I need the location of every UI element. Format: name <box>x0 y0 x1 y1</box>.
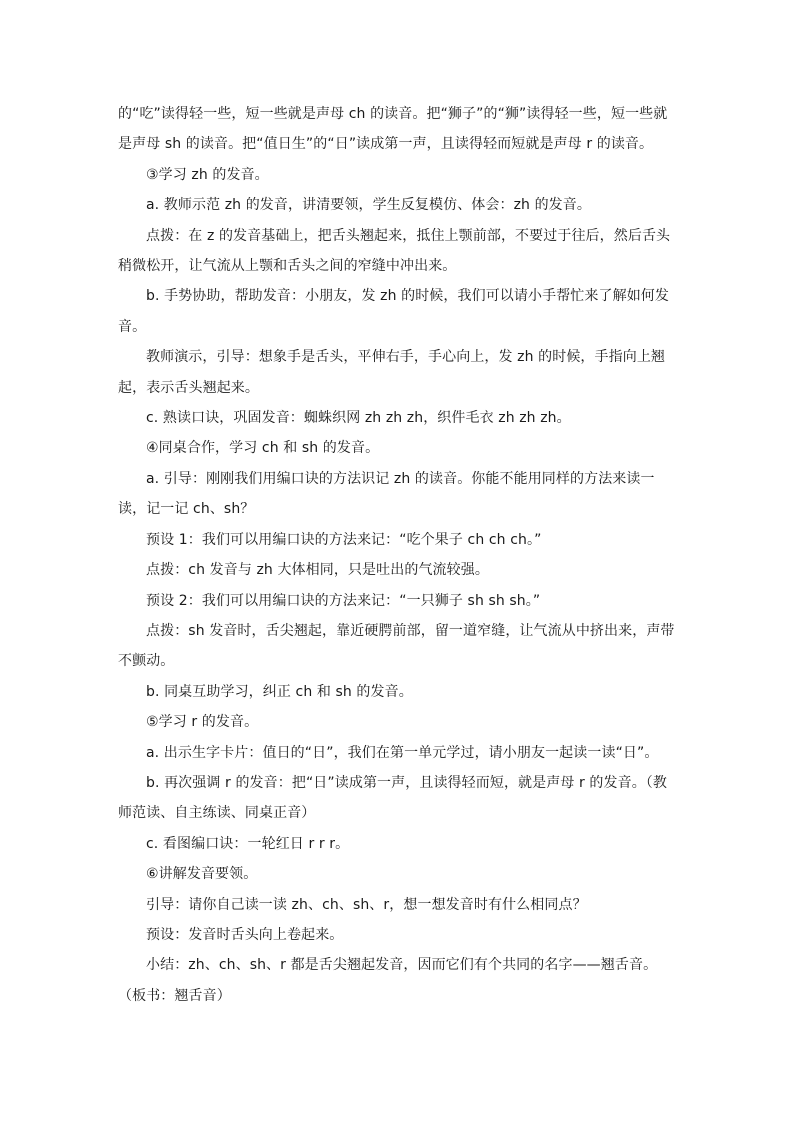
section-heading: ④同桌合作，学习 ch 和 sh 的发音。 <box>146 440 380 457</box>
paragraph: c. 熟读口诀，巩固发音：蜘蛛织网 zh zh zh，织件毛衣 zh zh zh。 <box>146 410 571 427</box>
section-heading: ③学习 zh 的发音。 <box>146 166 269 183</box>
section-heading: ⑤学习 r 的发音。 <box>146 714 259 731</box>
document-body <box>118 99 678 1011</box>
section-heading: ⑥讲解发音要领。 <box>146 866 258 883</box>
paragraph: 预设 2：我们可以用编口诀的方法来记：“一只狮子 sh sh sh。” <box>146 592 541 609</box>
paragraph: 小结：zh、ch、sh、r 都是舌尖翘起发音，因而它们有个共同的名字——翘舌音。（板书：翘舌音） <box>118 957 658 1004</box>
paragraph: 教师演示，引导：想象手是舌头，平伸右手，手心向上，发 zh 的时候，手指向上翘起，表示舌头翘起来。 <box>118 349 666 396</box>
paragraph: b. 同桌互助学习，纠正 ch 和 sh 的发音。 <box>146 683 413 700</box>
paragraph: b. 手势协助，帮助发音：小朋友，发 zh 的时候，我们可以请小手帮忙来了解如何发音。 <box>118 288 670 335</box>
paragraph: 点拨：在 z 的发音基础上，把舌头翘起来，抵住上颚前部，不要过于往后，然后舌头稍微松开，让气流从上颚和舌头之间的窄缝中冲出来。 <box>118 227 671 275</box>
paragraph: 的“吃”读得轻一些，短一些就是声母 ch 的读音。把“狮子”的“狮”读得轻一些，短一些就是声母 sh 的读音。把“值日生”的“日”读成第一声，且读得轻而短就是声母 r 的读音。 <box>118 106 668 153</box>
paragraph: a. 引导：刚刚我们用编口诀的方法识记 zh 的读音。你能不能用同样的方法来读一读，记一记 ch、sh？ <box>118 470 655 518</box>
paragraph: 预设：发音时舌头向上卷起来。 <box>146 926 344 943</box>
paragraph: 点拨：ch 发音与 zh 大体相同，只是吐出的气流较强。 <box>146 562 489 579</box>
paragraph: b. 再次强调 r 的发音：把“日”读成第一声，且读得轻而短，就是声母 r 的发音。（教师范读、自主练读、同桌正音） <box>118 774 668 822</box>
paragraph: a. 教师示范 zh 的发音，讲清要领，学生反复模仿、体会：zh 的发音。 <box>146 197 591 214</box>
paragraph: 点拨：sh 发音时，舌尖翘起，靠近硬腭前部，留一道窄缝，让气流从中挤出来，声带不颤动。 <box>118 622 675 670</box>
paragraph: a. 出示生字卡片：值日的“日”，我们在第一单元学过，请小朋友一起读一读“日”。 <box>146 744 659 761</box>
paragraph: c. 看图编口诀：一轮红日 r r r。 <box>146 835 350 852</box>
paragraph: 预设 1：我们可以用编口诀的方法来记：“吃个果子 ch ch ch。” <box>146 531 542 548</box>
paragraph: 引导：请你自己读一读 zh、ch、sh、r，想一想发音时有什么相同点？ <box>146 896 587 913</box>
